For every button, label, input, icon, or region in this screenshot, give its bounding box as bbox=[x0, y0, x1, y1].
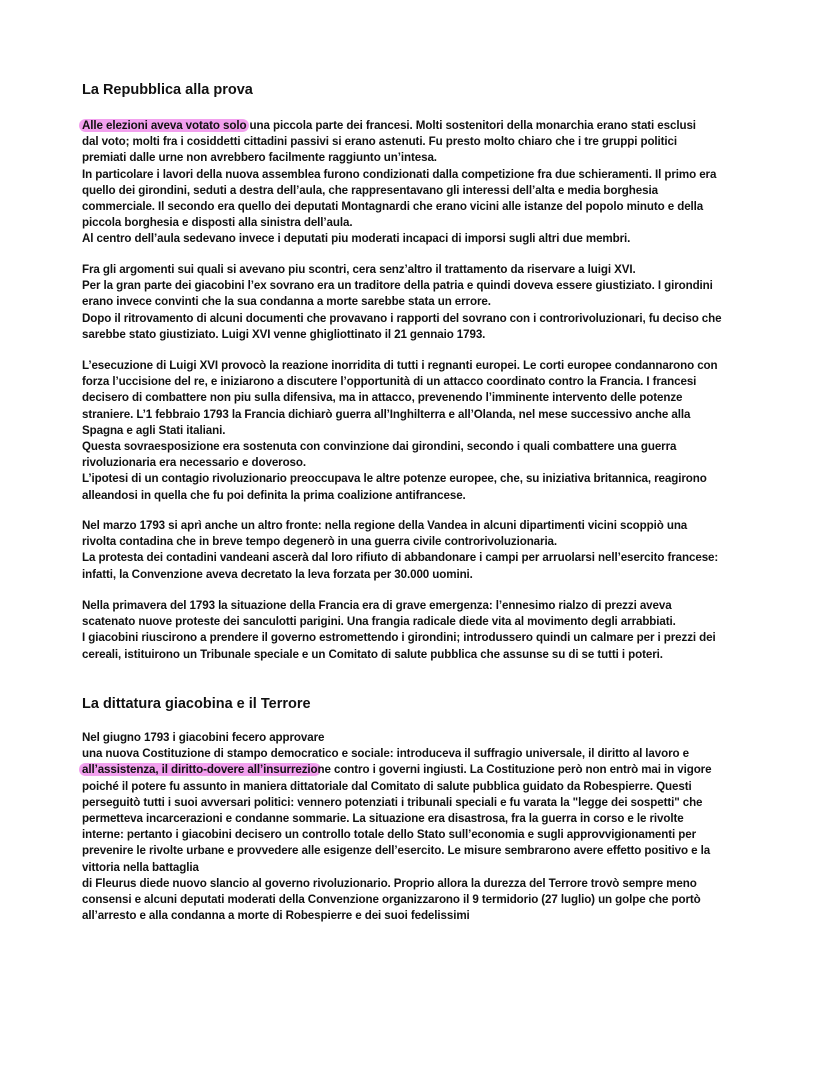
paragraph-line: rivolta contadina che in breve tempo degenerò in una guerra civile controrivoluzionaria. bbox=[82, 535, 558, 549]
paragraph-line: La protesta dei contadini vandeani ascerà dal loro rifiuto di abbandonare i campi per arruolarsi nell’esercito francese: bbox=[82, 551, 719, 565]
line-text: ne contro i governi ingiusti. La Costituzione però non entrò mai in vigore bbox=[317, 763, 712, 777]
paragraph-line: all’arresto e alla condanna a morte di Robespierre e dei suoi fedelissimi bbox=[82, 909, 470, 923]
paragraph-line: perseguitò tutti i suoi avversari politici: vennero potenziati i tribunali speciali e fu varata la "legge dei sospetti" che bbox=[82, 795, 703, 809]
highlighted-text: Alle elezioni aveva votato solo bbox=[79, 119, 249, 132]
paragraph-line: straniere. L’1 febbraio 1793 la Francia dichiarò guerra all’Inghilterra e all’Olanda, nel mese successivo anche alla bbox=[82, 407, 691, 421]
paragraph-line: Nel marzo 1793 si aprì anche un altro fronte: nella regione della Vandea in alcuni dipartimenti vicini scoppiò una bbox=[82, 519, 688, 532]
section-heading-terrore: La dittatura giacobina e il Terrore bbox=[82, 696, 311, 712]
paragraph-line: Dopo il ritrovamento di alcuni documenti che provavano i rapporti del sovrano con i controrivoluzionari, fu deciso che bbox=[82, 311, 722, 325]
paragraph-line: prevenire le rivolte urbane e provvedere alle esigenze dell’esercito. Le misure sembrarono avere effetto positivo e la bbox=[82, 844, 711, 858]
line-text: una piccola parte dei francesi. Molti sostenitori della monarchia erano stati esclusi bbox=[246, 119, 696, 132]
paragraph-line: una nuova Costituzione di stampo democratico e sociale: introduceva il suffragio universale, il diritto al lavoro e bbox=[82, 747, 689, 761]
paragraph-esecuzione bbox=[82, 358, 762, 504]
paragraph-line: Per la gran parte dei giacobini l’ex sovrano era un traditore della patria e quindi doveva essere giustiziato. I girondini bbox=[82, 279, 713, 293]
paragraph-line: Spagna e agli Stati italiani. bbox=[82, 423, 226, 437]
paragraph-line: In particolare i lavori della nuova assemblea furono condizionati dalla competizione fra due schieramenti. Il primo era bbox=[82, 167, 717, 181]
paragraph-line: decisero di combattere non piu sulla difensiva, ma in attacco, prevenendo l’imminente intervento delle potenze bbox=[82, 391, 683, 405]
paragraph-line: poiché il potere fu assunto in maniera dittatoriale dal Comitato di salute pubblica guidato da Robespierre. Questi bbox=[82, 779, 692, 793]
paragraph-line: Nella primavera del 1793 la situazione della Francia era di grave emergenza: l’ennesimo rialzo di prezzi aveva bbox=[82, 599, 672, 612]
highlighted-text: all’assistenza, il diritto-dovere all’insurrezio bbox=[79, 763, 321, 776]
paragraph-line bbox=[82, 118, 762, 134]
paragraph-line: Nel giugno 1793 i giacobini fecero approvare bbox=[82, 731, 325, 744]
paragraph-luigi-xvi bbox=[82, 262, 762, 343]
paragraph-line: di Fleurus diede nuovo slancio al governo rivoluzionario. Proprio allora la durezza del Terrore trovò sempre meno bbox=[82, 876, 697, 890]
paragraph-line: interne: pertanto i giacobini decisero un controllo totale dello Stato sull’economia e sugli approvvigionamenti per bbox=[82, 828, 697, 842]
paragraph-line: L’esecuzione di Luigi XVI provocò la reazione inorridita di tutti i regnanti europei. Le corti europee condannarono con bbox=[82, 359, 718, 372]
paragraph-line: permetteva incarcerazioni e condanne sommarie. La situazione era disastrosa, fra la guerra in corso e le rivolte bbox=[82, 812, 684, 826]
paragraph-line: Fra gli argomenti sui quali si avevano piu scontri, cera senz’altro il trattamento da riservare a luigi XVI. bbox=[82, 263, 636, 276]
paragraph-line: Questa sovraesposizione era sostenuta con convinzione dai girondini, secondo i quali combattere una guerra bbox=[82, 440, 677, 454]
paragraph-line: piccola borghesia e disposti alla sinistra dell’aula. bbox=[82, 216, 353, 230]
paragraph-line: commerciale. Il secondo era quello dei deputati Montagnardi che erano vicini alle istanze del popolo minuto e della bbox=[82, 200, 704, 214]
paragraph-vandea bbox=[82, 518, 762, 583]
paragraph-line: scatenato nuove proteste dei sanculotti parigini. Una frangia radicale diede vita al movimento degli arrabbiati. bbox=[82, 615, 676, 629]
paragraph-line: Al centro dell’aula sedevano invece i deputati piu moderati incapaci di imporsi sugli altri due membri. bbox=[82, 232, 631, 246]
paragraph-line: erano invece convinti che la sua condanna a morte sarebbe stata un errore. bbox=[82, 295, 491, 309]
paragraph-primavera bbox=[82, 598, 762, 663]
paragraph-elezioni bbox=[82, 118, 762, 248]
paragraph-line bbox=[82, 762, 762, 778]
paragraph-line: dal voto; molti fra i cosiddetti cittadini passivi si erano astenuti. Fu presto molto chiaro che i tre gruppi politici bbox=[82, 135, 678, 149]
section-heading-repubblica: La Repubblica alla prova bbox=[82, 82, 253, 98]
paragraph-line: quello dei girondini, seduti a destra dell’aula, che rappresentavano gli interessi dell’alta e media borghesia bbox=[82, 183, 658, 197]
paragraph-line: alleandosi in quella che fu poi definita la prima coalizione antifrancese. bbox=[82, 488, 466, 502]
paragraph-line: sarebbe stato giustiziato. Luigi XVI venne ghigliottinato il 21 gennaio 1793. bbox=[82, 327, 486, 341]
paragraph-line: rivoluzionaria era necessario e doveroso. bbox=[82, 456, 307, 470]
paragraph-line: premiati dalle urne non avrebbero facilmente raggiunto un’intesa. bbox=[82, 151, 437, 165]
paragraph-line: vittoria nella battaglia bbox=[82, 860, 199, 874]
paragraph-line: L’ipotesi di un contagio rivoluzionario preoccupava le altre potenze europee, che, su iniziativa britannica, reagirono bbox=[82, 472, 707, 486]
paragraph-costituzione bbox=[82, 730, 762, 924]
paragraph-line: forza l’uccisione del re, e iniziarono a discutere l’opportunità di un attacco coordinato contro la Francia. I francesi bbox=[82, 375, 697, 389]
paragraph-line: I giacobini riuscirono a prendere il governo estromettendo i girondini; introdussero quindi un calmare per i prezzi dei bbox=[82, 631, 716, 645]
paragraph-line: cereali, istituirono un Tribunale speciale e un Comitato di salute pubblica che assunse su di se tutti i poteri. bbox=[82, 647, 663, 661]
paragraph-line: consensi e alcuni deputati moderati della Convenzione organizzarono il 9 termidorio (27 luglio) un golpe che portò bbox=[82, 893, 701, 907]
paragraph-line: infatti, la Convenzione aveva decretato la leva forzata per 30.000 uomini. bbox=[82, 567, 473, 581]
